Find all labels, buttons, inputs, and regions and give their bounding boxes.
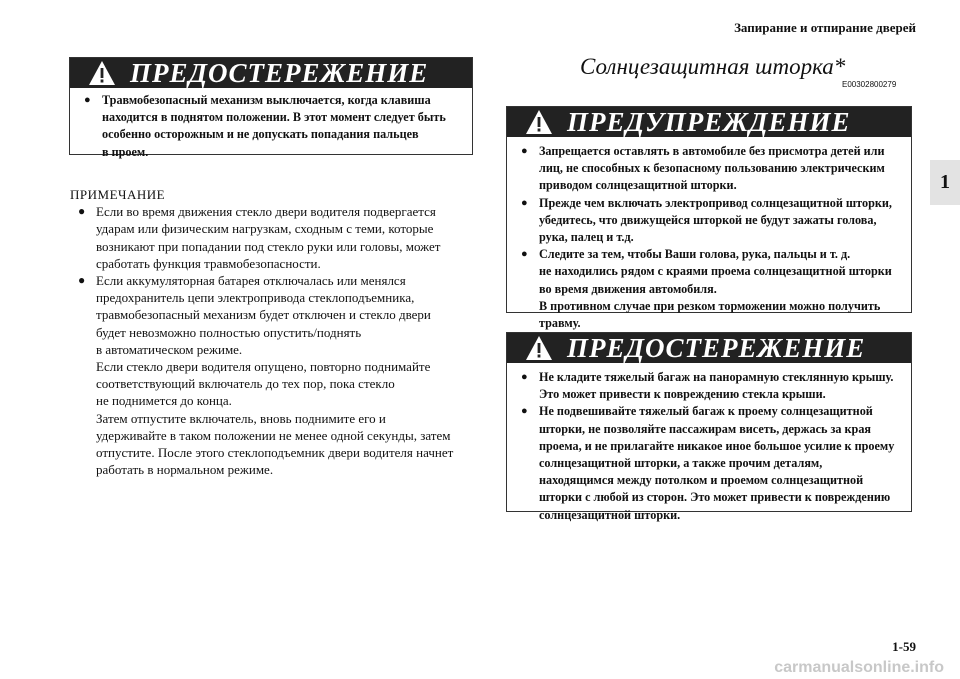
section-code: E00302800279 <box>842 80 897 89</box>
bullet-icon: ● <box>521 248 528 261</box>
watermark: carmanualsonline.info <box>774 659 944 676</box>
bullet-icon: ● <box>521 145 528 157</box>
bullet-icon: ● <box>78 273 86 288</box>
bullet-icon: ● <box>521 196 528 209</box>
left-caution-header <box>70 58 472 88</box>
list-item <box>521 403 901 523</box>
warning-title: ПРЕДУПРЕЖДЕНИЕ <box>567 106 851 137</box>
warning-header <box>507 107 911 137</box>
right-caution-text-1: Не кладите тяжелый багаж на панорамную стеклянную крышу. Это может привести к повреждению стекла крыши. <box>539 370 894 402</box>
warning-text-2: Прежде чем включать электропривод солнцезащитной шторки, убедитесь, что движущейся шторкой не будут зажаты голова, рука, палец и т.д. <box>539 195 892 245</box>
warning-triangle-icon <box>88 60 116 86</box>
warning-text-3: Следите за тем, чтобы Ваши голова, рука, пальцы и т. д. не находились рядом с краями проема солнцезащитной шторки во время движения автомобиля. В противном случае при резком торможении можно получить травму. <box>539 247 892 331</box>
warning-body <box>507 137 911 340</box>
warning-triangle-icon <box>525 335 553 361</box>
right-caution-header <box>507 333 911 363</box>
section-title: Солнцезащитная шторка* <box>580 54 846 79</box>
list-item <box>70 272 470 478</box>
list-item <box>521 246 901 332</box>
note-text-2: Если аккумуляторная батарея отключалась или менялся предохранитель цепи электропривода стеклоподъемника, травмобезопасный механизм будет отключен и стекло двери будет невозможно полностью опустить/поднять в автоматическом режиме. Если стекло двери водителя опущено, повторно поднимайте соответствующий включатель до тех пор, пока стекло не поднимется до конца. Затем отпустите включатель, вновь поднимите его и удерживайте в таком положении не менее одной секунды, затем отпустите. После этого стеклоподъемник двери водителя начнет работать в нормальном режиме. <box>96 273 454 478</box>
note-label: ПРИМЕЧАНИЕ <box>70 187 166 202</box>
left-caution-box <box>69 57 473 159</box>
right-caution-title: ПРЕДОСТЕРЕЖЕНИЕ <box>567 332 866 363</box>
list-item <box>521 369 901 403</box>
note-text-1: Если во время движения стекло двери водителя подвергается ударам или физическим нагрузкам, сходным с теми, которые возникают при попадании под стекло руки или головы, может сработать функция травмобезопасности. <box>96 204 441 271</box>
page-header-title: Запирание и отпирание дверей <box>734 20 916 35</box>
bullet-icon: ● <box>78 204 86 219</box>
chapter-tab: 1 <box>930 160 960 205</box>
right-caution-box <box>506 332 912 522</box>
bullet-icon: ● <box>84 94 91 106</box>
list-item <box>521 143 901 195</box>
page-number: 1-59 <box>892 639 916 654</box>
left-caution-body <box>70 88 472 169</box>
left-caution-title: ПРЕДОСТЕРЕЖЕНИЕ <box>130 57 429 88</box>
right-caution-text-2: Не подвешивайте тяжелый багаж к проему солнцезащитной шторки, не позволяйте пассажирам висеть, держась за края проема, и не прилагайте никакое иное большое усилие к проему солнцезащитной шторки, а также прочим деталям, находящимся между потолком и проемом солнцезащитной шторки с любой из сторон. Это может привести к повреждению солнцезащитной шторки. <box>539 404 895 522</box>
left-caution-text-1: Травмобезопасный механизм выключается, когда клавиша находится в поднятом положении. В этот момент следует быть особенно осторожным и не допускать попадания пальцев в проем. <box>102 93 446 159</box>
list-item <box>84 92 462 161</box>
list-item <box>521 195 901 247</box>
bullet-icon: ● <box>521 405 528 418</box>
warning-text-1: Запрещается оставлять в автомобиле без присмотра детей или лиц, не способных к безопасному пользованию электрическим приводом солнцезащитной шторки. <box>539 144 885 193</box>
note-section <box>70 186 470 478</box>
list-item <box>70 203 470 272</box>
warning-box <box>506 106 912 331</box>
right-caution-body <box>507 363 911 532</box>
bullet-icon: ● <box>521 371 528 383</box>
warning-triangle-icon <box>525 109 553 135</box>
